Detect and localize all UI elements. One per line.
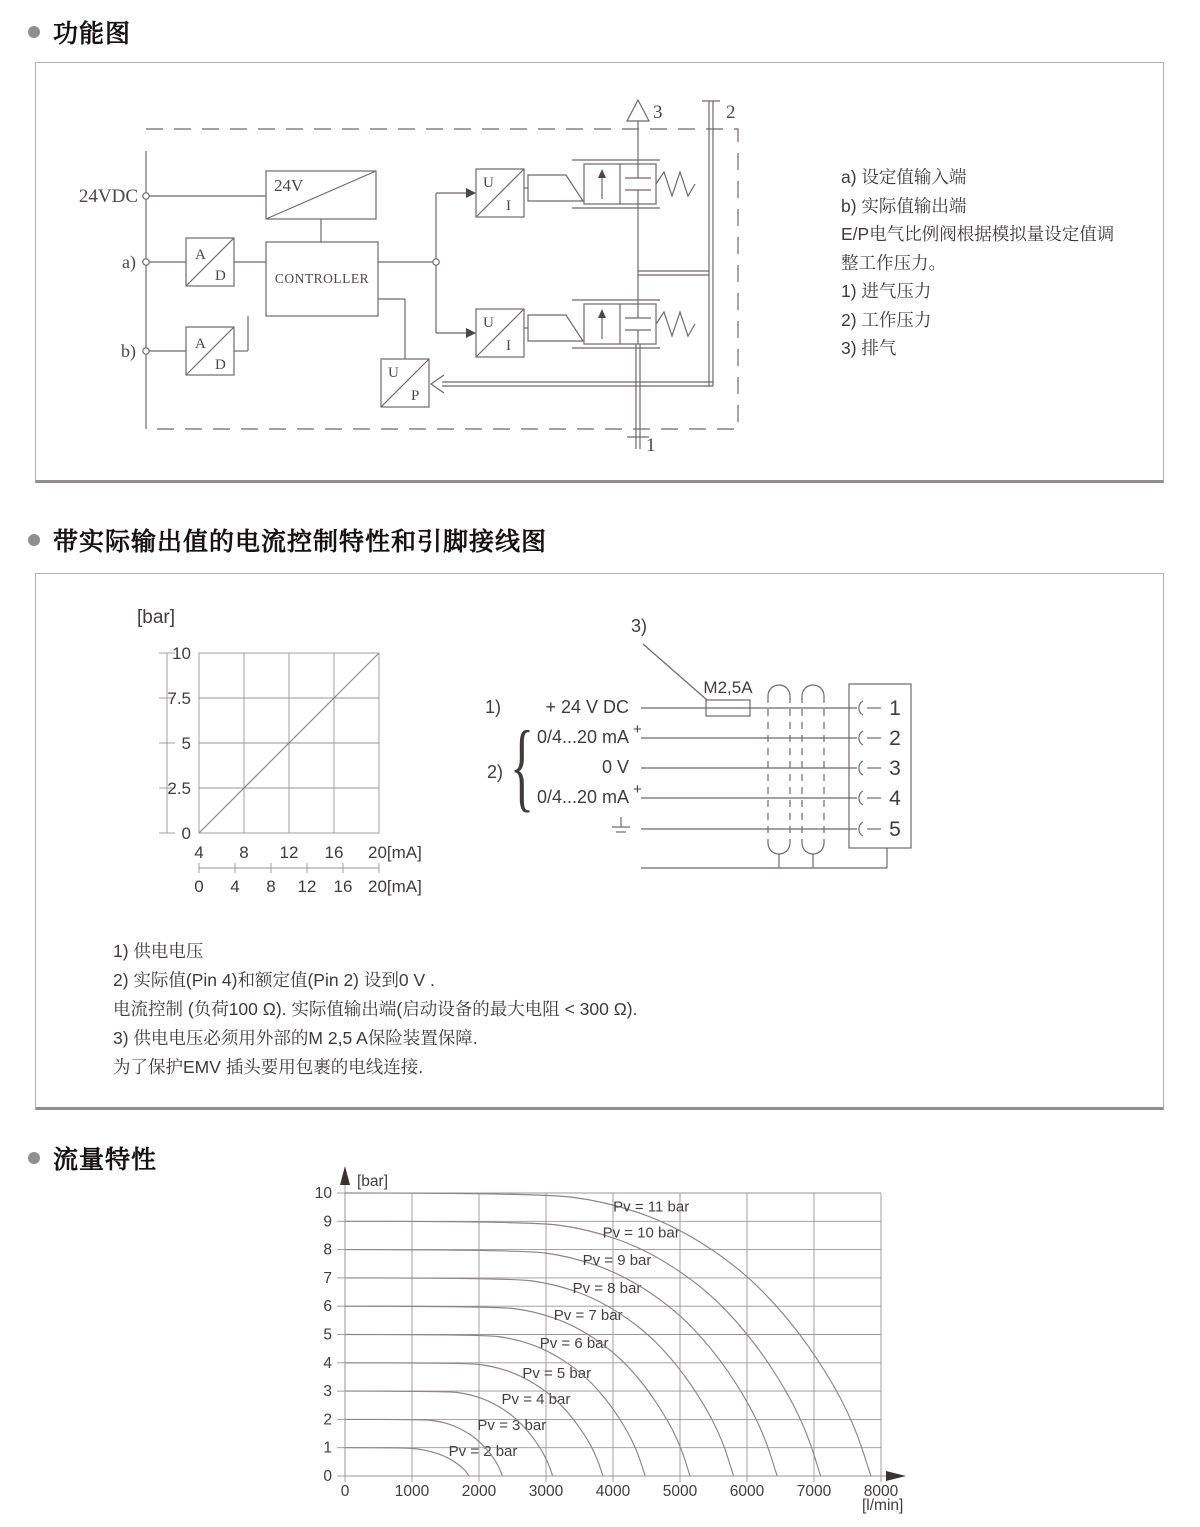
x-tick-actual: 0 — [194, 877, 204, 896]
ui1-i-label: I — [506, 198, 511, 214]
x-tick-setpoint: 4 — [194, 843, 204, 862]
pin-number: 4 — [889, 787, 901, 810]
function-diagram-legend — [841, 163, 1186, 363]
y-axis-arrow-icon — [340, 1166, 350, 1185]
legend-line: 2) 工作压力 — [841, 309, 932, 330]
curve-label: Pv = 7 bar — [553, 1307, 623, 1325]
input-b-label: b) — [121, 341, 136, 361]
fuse-label: M2,5A — [703, 678, 753, 697]
function-diagram — [78, 71, 826, 471]
ad1-a-label: A — [195, 247, 206, 263]
y-tick: 7.5 — [167, 689, 191, 708]
x-tick-label: 4000 — [595, 1483, 631, 1500]
controller-label: CONTROLLER — [274, 271, 370, 286]
ui1-u-label: U — [483, 175, 494, 191]
wiring-lines — [612, 644, 911, 868]
x-tick-label: 1000 — [394, 1483, 430, 1500]
wire-label-actual: 0/4...20 mA — [536, 787, 629, 807]
ad2-d-label: D — [215, 357, 226, 373]
x-tick-label: 3000 — [528, 1483, 564, 1500]
x-tick-actual: 4 — [230, 877, 240, 896]
x-tick-setpoint: 16 — [324, 843, 344, 862]
x-tick-actual: 20[mA] — [368, 877, 422, 896]
x-tick-label: 6000 — [729, 1483, 765, 1500]
up-p-label: P — [411, 388, 420, 404]
note-line: 3) 供电电压必须用外部的M 2,5 A保险装置保障. — [113, 1028, 478, 1048]
x-tick-actual: 8 — [266, 877, 276, 896]
brace-icon: { — [510, 711, 535, 822]
x-tick-setpoint: 12 — [279, 843, 299, 862]
curve-label: Pv = 8 bar — [572, 1279, 642, 1297]
legend-line: 整工作压力。 — [841, 252, 946, 273]
y-tick-label: 4 — [323, 1354, 332, 1372]
note-line: 2) 实际值(Pin 4)和额定值(Pin 2) 设到0 V . — [113, 970, 435, 990]
y-tick: 2.5 — [167, 779, 191, 798]
ref3-label: 3) — [631, 616, 648, 636]
curve-label: Pv = 9 bar — [582, 1252, 652, 1270]
bullet-icon — [28, 534, 40, 546]
curve-label: Pv = 4 bar — [501, 1391, 571, 1409]
x-tick-label: 2000 — [461, 1483, 497, 1500]
section2-title: 带实际输出值的电流控制特性和引脚接线图 — [53, 528, 548, 556]
ad1-d-label: D — [215, 268, 226, 284]
bullet-icon — [28, 26, 40, 38]
x-tick-label: 8000 — [863, 1483, 899, 1500]
pin-number: 2 — [889, 727, 901, 750]
control-characteristic-panel — [35, 573, 1164, 1110]
plus-sign: + — [633, 721, 642, 738]
legend-line: 3) 排气 — [841, 338, 897, 358]
x-tick-setpoint: 8 — [239, 843, 249, 862]
pin-number: 1 — [889, 697, 901, 720]
control-characteristic-chart — [101, 601, 461, 921]
flow-plot-area — [315, 1185, 899, 1500]
wire-label-24vdc: + 24 V DC — [545, 697, 629, 717]
note-line: 为了保护EMV 插头要用包裹的电线连接. — [113, 1057, 424, 1077]
curve-label: Pv = 6 bar — [539, 1335, 609, 1353]
supply-label: 24VDC — [78, 186, 138, 207]
ui2-i-label: I — [506, 338, 511, 354]
port3-label: 3 — [653, 102, 663, 123]
up-u-label: U — [388, 365, 399, 381]
x-tick-actual: 16 — [333, 877, 353, 896]
function-diagram-arrows — [466, 169, 606, 338]
ref1-label: 1) — [485, 697, 502, 717]
flow-x-axis-unit: [l/min] — [862, 1497, 904, 1514]
wire-label-setpoint: 0/4...20 mA — [536, 727, 629, 747]
note-line: 1) 供电电压 — [113, 941, 204, 961]
function-diagram-lines — [143, 100, 738, 449]
x-tick-actual: 12 — [297, 877, 317, 896]
input-a-label: a) — [122, 252, 136, 272]
section3-title: 流量特性 — [53, 1146, 158, 1174]
curve-label: Pv = 10 bar — [602, 1224, 680, 1242]
flow-y-axis-unit: [bar] — [357, 1173, 389, 1190]
function-diagram-labels — [79, 102, 736, 456]
function-diagram-panel — [35, 62, 1164, 483]
pin-wiring-diagram — [471, 596, 1151, 926]
section3-heading — [28, 1140, 157, 1176]
x-tick-label: 0 — [340, 1483, 350, 1500]
x-tick-label: 7000 — [796, 1483, 832, 1500]
y-tick-label: 6 — [323, 1298, 332, 1316]
y-tick-label: 3 — [323, 1383, 332, 1401]
pin-number: 3 — [889, 757, 901, 780]
legend-line: 1) 进气压力 — [841, 281, 932, 301]
y-tick: 0 — [181, 824, 191, 843]
ref2-label: 2) — [487, 762, 504, 782]
ui2-u-label: U — [483, 315, 494, 331]
y-tick-label: 7 — [323, 1269, 332, 1287]
curve-label: Pv = 5 bar — [522, 1365, 592, 1383]
plus-sign: + — [633, 781, 642, 798]
y-tick-label: 5 — [323, 1326, 332, 1344]
y-tick-label: 0 — [323, 1468, 332, 1485]
y-tick-label: 2 — [323, 1411, 332, 1429]
wiring-notes — [113, 937, 638, 1082]
curve-label: Pv = 2 bar — [448, 1442, 518, 1460]
24v-block-label: 24V — [274, 176, 304, 195]
y-tick-label: 8 — [323, 1241, 332, 1259]
bullet-icon — [28, 1152, 40, 1164]
pin-number: 5 — [889, 818, 901, 841]
y-tick-label: 1 — [323, 1439, 332, 1457]
flow-characteristic-chart — [260, 1160, 920, 1527]
legend-line: b) 实际值输出端 — [841, 195, 967, 216]
section2-heading — [28, 522, 547, 558]
x-axis-arrow-icon — [886, 1471, 906, 1481]
curve-label: Pv = 11 bar — [613, 1198, 690, 1216]
port2-label: 2 — [726, 102, 736, 123]
legend-line: a) 设定值输入端 — [841, 167, 967, 187]
flow-axes — [340, 1166, 906, 1514]
note-line: 电流控制 (负荷100 Ω). 实际值输出端(启动设备的最大电阻 < 300 Ω). — [113, 999, 638, 1019]
section1-title: 功能图 — [53, 20, 132, 48]
y-tick-label: 10 — [314, 1185, 332, 1202]
curve-label: Pv = 3 bar — [477, 1416, 547, 1434]
wiring-labels — [485, 616, 901, 841]
y-tick-label: 9 — [323, 1213, 332, 1231]
port1-label: 1 — [646, 435, 656, 456]
x-tick-label: 5000 — [662, 1483, 698, 1500]
y-tick: 5 — [181, 734, 191, 753]
y-axis-unit: [bar] — [137, 607, 176, 628]
y-tick: 10 — [172, 644, 191, 663]
section1-heading — [28, 14, 131, 50]
x-tick-setpoint: 20[mA] — [368, 843, 422, 862]
ad2-a-label: A — [195, 336, 206, 352]
legend-line: E/P电气比例阀根据模拟量设定值调 — [841, 224, 1115, 244]
wire-label-0v: 0 V — [601, 757, 629, 777]
